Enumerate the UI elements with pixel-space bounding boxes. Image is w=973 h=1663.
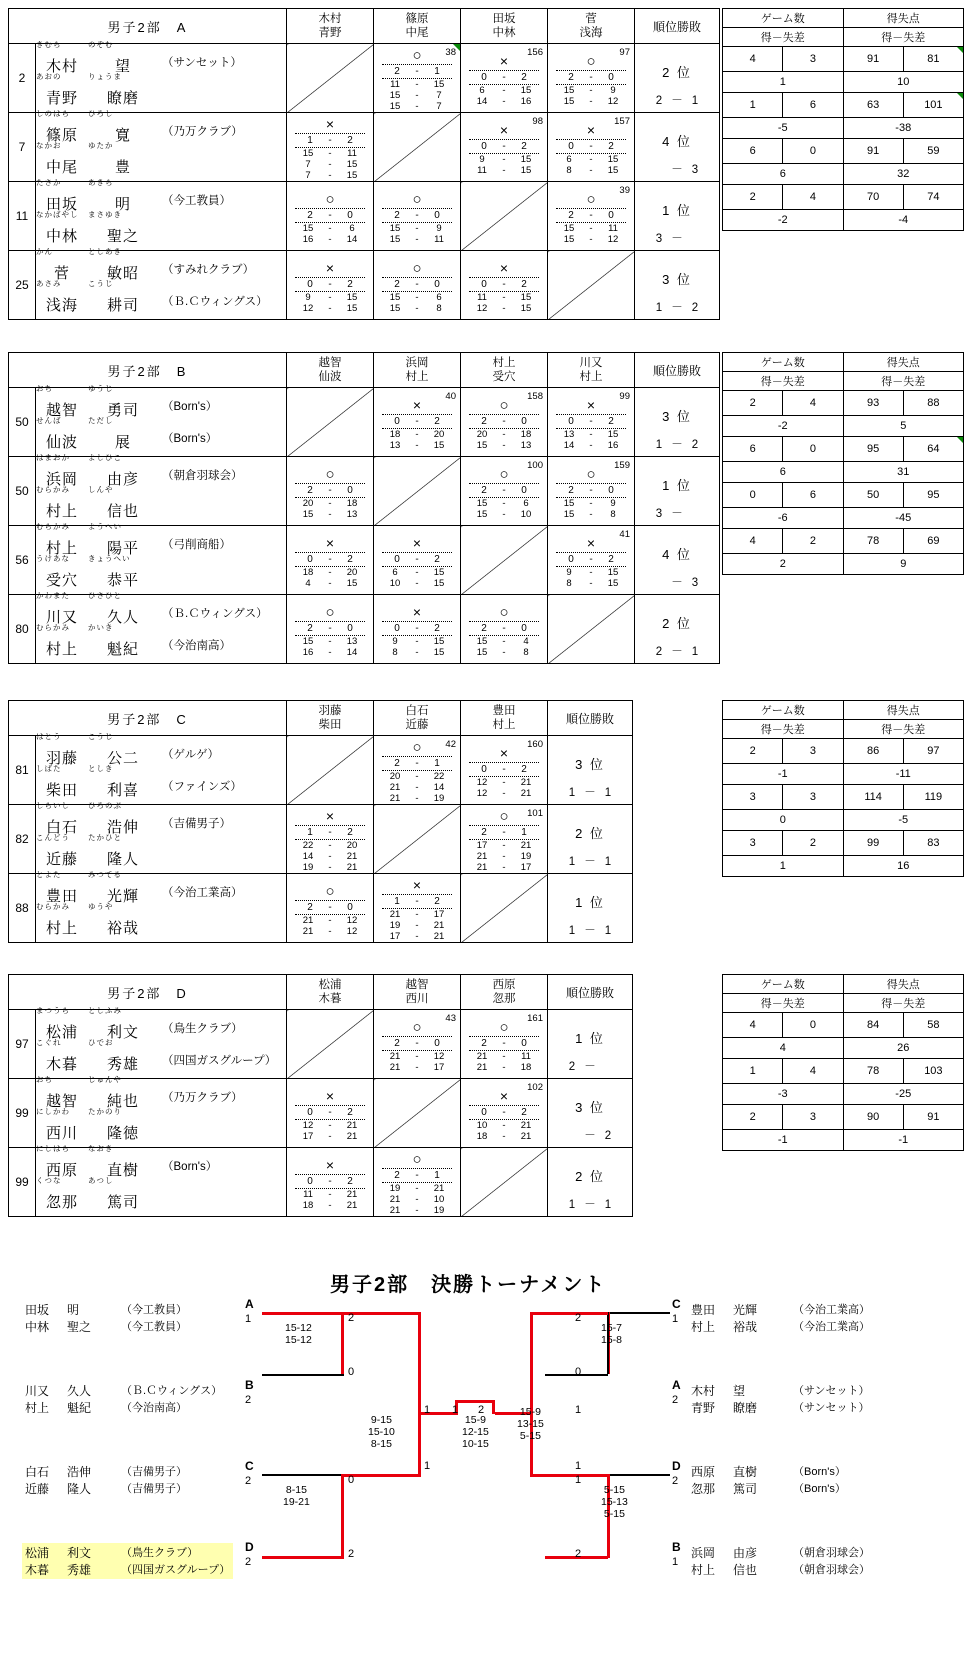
table-row bbox=[9, 113, 720, 182]
seed-number: 99 bbox=[9, 1079, 36, 1148]
score-m7: 5-15 15-13 5-15 bbox=[601, 1484, 628, 1520]
games-diff: 6 bbox=[723, 462, 844, 483]
points-for: 95 bbox=[843, 437, 903, 462]
points-for: 91 bbox=[843, 47, 903, 72]
seed-number: 82 bbox=[9, 805, 36, 874]
points-for: 84 bbox=[843, 1013, 903, 1038]
rank-cell: 3 位 1 － 2 bbox=[635, 388, 720, 457]
games-won: 6 bbox=[723, 437, 783, 462]
seed-number: 99 bbox=[9, 1148, 36, 1217]
points-against: 74 bbox=[903, 185, 963, 210]
bracket-entry-left-c: 白石 浩伸 （吉備男子） 近藤 隆人 （吉備男子） bbox=[25, 1465, 187, 1496]
bracket-right-c-letter: C bbox=[672, 1297, 681, 1311]
bracket-left-b-letter: B bbox=[245, 1378, 254, 1392]
table-row bbox=[9, 44, 720, 113]
score-m4: 15-9 12-15 10-15 bbox=[462, 1414, 489, 1450]
diagonal-cell bbox=[461, 1148, 548, 1217]
group-title: 男子2部 B bbox=[9, 353, 287, 388]
games-lost: 6 bbox=[783, 483, 843, 508]
games-lost: 0 bbox=[783, 1013, 843, 1038]
stats-table bbox=[722, 352, 964, 575]
match-result-cell: × 1 - 2 15 - 11 7 - 15 7 - 15 bbox=[287, 113, 374, 182]
match-result-cell: 99 × 0 - 2 13 - 15 14 - 16 bbox=[548, 388, 635, 457]
points-against: 88 bbox=[903, 391, 963, 416]
bracket-right-b-seed: 1 bbox=[672, 1556, 679, 1568]
points-diff: 10 bbox=[843, 72, 964, 93]
rank-cell: 2 位 1 － 1 bbox=[548, 1148, 633, 1217]
stats-subheader: 得－失差 bbox=[723, 28, 844, 47]
tournament-title: 男子2部 決勝トーナメント bbox=[330, 1274, 607, 1296]
points-against: 59 bbox=[903, 139, 963, 164]
group-title: 男子2部 C bbox=[9, 701, 287, 736]
count-final-left: 1 bbox=[452, 1404, 459, 1416]
games-won: 4 bbox=[723, 1013, 783, 1038]
stats-header: ゲーム数 bbox=[723, 9, 844, 28]
bracket-right-a-letter: A bbox=[672, 1378, 681, 1392]
points-diff: -38 bbox=[843, 118, 964, 139]
match-result-cell: ○ 2 - 0 15 - 6 15 - 8 bbox=[374, 251, 461, 320]
points-against: 64 bbox=[903, 437, 963, 462]
player-pair: とよた 豊田 みつてる 光輝 （今治工業高） むらかみ 村上 ゆうや 裕哉 bbox=[36, 874, 287, 943]
opponent-header: 篠原 中尾 bbox=[374, 9, 461, 44]
match-result-cell: × 0 - 2 11 - 21 18 - 21 bbox=[287, 1148, 374, 1217]
match-result-cell: × 0 - 2 11 - 15 12 - 15 bbox=[461, 251, 548, 320]
count-final-right: 2 bbox=[478, 1404, 485, 1416]
games-won: 3 bbox=[723, 831, 783, 856]
games-won: 2 bbox=[723, 185, 783, 210]
points-for: 99 bbox=[843, 831, 903, 856]
bracket-left-b-seed: 2 bbox=[245, 1394, 252, 1406]
games-lost: 3 bbox=[783, 47, 843, 72]
points-diff: -1 bbox=[843, 1130, 964, 1151]
count-semifinal-right-bot: 1 bbox=[575, 1460, 582, 1472]
bracket-entry-right-a: 木村 望 （サンセット） 青野 瞭磨 （サンセット） bbox=[691, 1384, 870, 1415]
group-block bbox=[8, 700, 633, 943]
points-diff: 31 bbox=[843, 462, 964, 483]
match-result-cell: × 0 - 2 9 - 15 12 - 15 bbox=[287, 251, 374, 320]
match-result-cell: 101 ○ 2 - 1 17 - 21 21 - 19 21 - 17 bbox=[461, 805, 548, 874]
bracket-right-d-seed: 2 bbox=[672, 1475, 679, 1487]
match-result-cell: 42 ○ 2 - 1 20 - 22 21 - 14 21 - 19 bbox=[374, 736, 461, 805]
games-diff: 6 bbox=[723, 164, 844, 185]
table-row bbox=[9, 595, 720, 664]
player-pair: おち 越智 ゆうじ 勇司 （Born's） せんば 仙波 ただし 展 （Born's） bbox=[36, 388, 287, 457]
rank-cell: 2 位 1 － 1 bbox=[548, 805, 633, 874]
bracket-left-a-letter: A bbox=[245, 1297, 254, 1311]
games-lost: 2 bbox=[783, 529, 843, 554]
count-semifinal-left-bot: 1 bbox=[424, 1460, 431, 1472]
player-pair: むらかみ 村上 ようへい 陽平 （弓削商船） うけあな 受穴 きょうへい 恭平 bbox=[36, 526, 287, 595]
diagonal-cell bbox=[374, 1079, 461, 1148]
games-lost: 0 bbox=[783, 437, 843, 462]
match-result-cell: 158 ○ 2 - 0 20 - 18 15 - 13 bbox=[461, 388, 548, 457]
games-diff: 1 bbox=[723, 856, 844, 877]
group-block bbox=[8, 352, 720, 664]
rank-cell: 3 位 1 － 2 bbox=[635, 251, 720, 320]
stats-block bbox=[722, 352, 964, 575]
bracket-right-c-seed: 1 bbox=[672, 1313, 679, 1325]
stats-header: ゲーム数 bbox=[723, 353, 844, 372]
opponent-header: 村上 受穴 bbox=[461, 353, 548, 388]
count-right-b-2: 2 bbox=[575, 1548, 582, 1560]
games-won: 0 bbox=[723, 483, 783, 508]
bracket-entry-right-c: 豊田 光輝 （今治工業高） 村上 裕哉 （今治工業高） bbox=[691, 1303, 870, 1334]
rank-cell: 4 位 － 3 bbox=[635, 526, 720, 595]
points-for: 78 bbox=[843, 1059, 903, 1084]
group-round-robin-table bbox=[8, 974, 633, 1217]
points-against: 119 bbox=[903, 785, 963, 810]
diagonal-cell bbox=[374, 457, 461, 526]
stats-subheader: 得－失差 bbox=[843, 28, 964, 47]
points-diff: -11 bbox=[843, 764, 964, 785]
points-against: 69 bbox=[903, 529, 963, 554]
diagonal-cell bbox=[374, 805, 461, 874]
bracket-left-a-seed: 1 bbox=[245, 1313, 252, 1325]
bracket-left-c-letter: C bbox=[245, 1459, 254, 1473]
points-for: 63 bbox=[843, 93, 903, 118]
rank-header: 順位勝敗 bbox=[635, 9, 720, 44]
match-result-cell: × 1 - 2 22 - 20 14 - 21 19 - 21 bbox=[287, 805, 374, 874]
games-diff: -5 bbox=[723, 118, 844, 139]
count-right-a-1: 0 bbox=[575, 1366, 582, 1378]
stats-subheader: 得－失差 bbox=[843, 720, 964, 739]
points-against: 95 bbox=[903, 483, 963, 508]
opponent-header: 木村 青野 bbox=[287, 9, 374, 44]
stats-subheader: 得－失差 bbox=[723, 372, 844, 391]
table-row bbox=[9, 805, 633, 874]
score-m5: 15-9 13-15 5-15 bbox=[517, 1406, 544, 1442]
match-result-cell: 41 × 0 - 2 9 - 15 8 - 15 bbox=[548, 526, 635, 595]
group-round-robin-table bbox=[8, 700, 633, 943]
count-semifinal-left-top: 1 bbox=[424, 1404, 431, 1416]
match-result-cell: 43 ○ 2 - 0 21 - 12 21 - 17 bbox=[374, 1010, 461, 1079]
bracket-entry-right-b: 浜岡 由彦 （朝倉羽球会） 村上 信也 （朝倉羽球会） bbox=[691, 1546, 870, 1577]
stats-header: ゲーム数 bbox=[723, 975, 844, 994]
games-lost: 6 bbox=[783, 93, 843, 118]
seed-number: 7 bbox=[9, 113, 36, 182]
match-result-cell: 98 × 0 - 2 9 - 15 11 - 15 bbox=[461, 113, 548, 182]
rank-cell: 1 位 3 － bbox=[635, 182, 720, 251]
points-diff: 26 bbox=[843, 1038, 964, 1059]
rank-header: 順位勝敗 bbox=[635, 353, 720, 388]
opponent-header: 羽藤 柴田 bbox=[287, 701, 374, 736]
player-pair: はまおか 浜岡 よしひこ 由彦 （朝倉羽球会） むらかみ 村上 しんや 信也 bbox=[36, 457, 287, 526]
group-block bbox=[8, 8, 720, 320]
match-result-cell: 156 × 0 - 2 6 - 15 14 - 16 bbox=[461, 44, 548, 113]
seed-number: 50 bbox=[9, 457, 36, 526]
stats-table bbox=[722, 8, 964, 231]
match-result-cell: ○ 2 - 0 20 - 18 15 - 13 bbox=[287, 457, 374, 526]
match-result-cell: 102 × 0 - 2 10 - 21 18 - 21 bbox=[461, 1079, 548, 1148]
points-for: 78 bbox=[843, 529, 903, 554]
seed-number: 80 bbox=[9, 595, 36, 664]
seed-number: 97 bbox=[9, 1010, 36, 1079]
match-result-cell: × 1 - 2 21 - 17 19 - 21 17 - 21 bbox=[374, 874, 461, 943]
group-title: 男子2部 A bbox=[9, 9, 287, 44]
count-left-c-2: 0 bbox=[348, 1474, 355, 1486]
player-pair: きむら 木村 のぞむ 望 （サンセット） あおの 青野 りょうま 瞭磨 bbox=[36, 44, 287, 113]
bracket-entry-left-b: 川又 久人 （Ｂ.Ｃウィングス） 村上 魁紀 （今治南高） bbox=[25, 1384, 223, 1415]
seed-number: 88 bbox=[9, 874, 36, 943]
points-diff: 5 bbox=[843, 416, 964, 437]
rank-cell: 2 位 2 － 1 bbox=[635, 44, 720, 113]
match-result-cell: 97 ○ 2 - 0 15 - 9 15 - 12 bbox=[548, 44, 635, 113]
rank-header: 順位勝敗 bbox=[548, 701, 633, 736]
games-diff: -3 bbox=[723, 1084, 844, 1105]
games-won: 6 bbox=[723, 139, 783, 164]
stats-header: 得失点 bbox=[843, 353, 964, 372]
opponent-header: 越智 西川 bbox=[374, 975, 461, 1010]
match-result-cell: 40 × 0 - 2 18 - 20 13 - 15 bbox=[374, 388, 461, 457]
games-lost: 3 bbox=[783, 739, 843, 764]
opponent-header: 菅 浅海 bbox=[548, 9, 635, 44]
opponent-header: 白石 近藤 bbox=[374, 701, 461, 736]
diagonal-cell bbox=[461, 874, 548, 943]
diagonal-cell bbox=[287, 736, 374, 805]
player-pair: かわまた 川又 ひさひと 久人 （Ｂ.Ｃウィングス） むらかみ 村上 かいき 魁紀 （今治南高） bbox=[36, 595, 287, 664]
match-result-cell: 100 ○ 2 - 0 15 - 6 15 - 10 bbox=[461, 457, 548, 526]
rank-header: 順位勝敗 bbox=[548, 975, 633, 1010]
bracket-left-c-seed: 2 bbox=[245, 1475, 252, 1487]
match-result-cell: 159 ○ 2 - 0 15 - 9 15 - 8 bbox=[548, 457, 635, 526]
games-lost: 2 bbox=[783, 831, 843, 856]
match-result-cell: ○ 2 - 0 15 - 13 16 - 14 bbox=[287, 595, 374, 664]
games-won: 1 bbox=[723, 1059, 783, 1084]
group-round-robin-table bbox=[8, 8, 720, 320]
seed-number: 2 bbox=[9, 44, 36, 113]
match-result-cell: × 0 - 2 18 - 20 4 - 15 bbox=[287, 526, 374, 595]
bracket-right-d-letter: D bbox=[672, 1459, 681, 1473]
rank-cell: 1 位 1 － 1 bbox=[548, 874, 633, 943]
table-row bbox=[9, 388, 720, 457]
stats-table bbox=[722, 974, 964, 1151]
games-diff: -2 bbox=[723, 210, 844, 231]
opponent-header: 松浦 木暮 bbox=[287, 975, 374, 1010]
count-right-c-1: 2 bbox=[575, 1312, 582, 1324]
diagonal-cell bbox=[287, 388, 374, 457]
diagonal-cell bbox=[287, 1010, 374, 1079]
player-pair: まつうら 松浦 としふみ 利文 （鳥生クラブ） こぐれ 木暮 ひでお 秀雄 （四国ガスグループ） bbox=[36, 1010, 287, 1079]
points-against: 101 bbox=[903, 93, 963, 118]
stats-table bbox=[722, 700, 964, 877]
games-lost: 3 bbox=[783, 1105, 843, 1130]
rank-cell: 2 位 2 － 1 bbox=[635, 595, 720, 664]
bracket-right-b-letter: B bbox=[672, 1540, 681, 1554]
table-row bbox=[9, 1148, 633, 1217]
table-row bbox=[9, 251, 720, 320]
games-diff: 4 bbox=[723, 1038, 844, 1059]
points-for: 90 bbox=[843, 1105, 903, 1130]
opponent-header: 越智 仙波 bbox=[287, 353, 374, 388]
points-for: 114 bbox=[843, 785, 903, 810]
match-result-cell: 38 ○ 2 - 1 11 - 15 15 - 7 15 - 7 bbox=[374, 44, 461, 113]
count-right-d-2: 1 bbox=[575, 1474, 582, 1486]
count-semifinal-right-top: 1 bbox=[575, 1404, 582, 1416]
points-diff: -4 bbox=[843, 210, 964, 231]
points-against: 103 bbox=[903, 1059, 963, 1084]
seed-number: 50 bbox=[9, 388, 36, 457]
opponent-header: 川又 村上 bbox=[548, 353, 635, 388]
match-result-cell: ○ 2 - 0 21 - 12 21 - 12 bbox=[287, 874, 374, 943]
stats-block bbox=[722, 8, 964, 231]
table-row bbox=[9, 457, 720, 526]
stats-subheader: 得－失差 bbox=[843, 994, 964, 1013]
rank-cell: 1 位 3 － bbox=[635, 457, 720, 526]
games-won: 1 bbox=[723, 93, 783, 118]
rank-cell: 1 位 2 － bbox=[548, 1010, 633, 1079]
points-against: 83 bbox=[903, 831, 963, 856]
opponent-header: 浜岡 村上 bbox=[374, 353, 461, 388]
points-for: 93 bbox=[843, 391, 903, 416]
rank-cell: 3 位 1 － 1 bbox=[548, 736, 633, 805]
points-against: 81 bbox=[903, 47, 963, 72]
count-left-d-2: 2 bbox=[348, 1548, 355, 1560]
points-against: 58 bbox=[903, 1013, 963, 1038]
games-diff: -1 bbox=[723, 764, 844, 785]
stats-header: 得失点 bbox=[843, 9, 964, 28]
games-lost: 3 bbox=[783, 785, 843, 810]
bracket-right-a-seed: 2 bbox=[672, 1394, 679, 1406]
points-diff: -25 bbox=[843, 1084, 964, 1105]
score-m1: 15-12 15-12 bbox=[285, 1322, 312, 1346]
games-diff: 2 bbox=[723, 554, 844, 575]
diagonal-cell bbox=[548, 595, 635, 664]
points-against: 97 bbox=[903, 739, 963, 764]
games-won: 4 bbox=[723, 529, 783, 554]
score-m2: 8-15 19-21 bbox=[283, 1484, 310, 1508]
bracket-entry-left-d: 松浦 利文 （鳥生クラブ） 木暮 秀雄 （四国ガスグループ） bbox=[22, 1543, 233, 1579]
diagonal-cell bbox=[287, 44, 374, 113]
games-diff: -6 bbox=[723, 508, 844, 529]
games-diff: 1 bbox=[723, 72, 844, 93]
points-for: 70 bbox=[843, 185, 903, 210]
match-result-cell: 161 ○ 2 - 0 21 - 11 21 - 18 bbox=[461, 1010, 548, 1079]
score-m3: 9-15 15-10 8-15 bbox=[368, 1414, 395, 1450]
match-result-cell: ○ 2 - 0 15 - 4 15 - 8 bbox=[461, 595, 548, 664]
stats-header: 得失点 bbox=[843, 975, 964, 994]
stats-block bbox=[722, 974, 964, 1151]
diagonal-cell bbox=[548, 251, 635, 320]
games-lost: 4 bbox=[783, 185, 843, 210]
bracket-left-d-letter: D bbox=[245, 1540, 254, 1554]
table-row bbox=[9, 1010, 633, 1079]
bracket-left-d-seed: 2 bbox=[245, 1556, 252, 1568]
seed-number: 11 bbox=[9, 182, 36, 251]
games-lost: 4 bbox=[783, 391, 843, 416]
games-won: 2 bbox=[723, 1105, 783, 1130]
table-row bbox=[9, 182, 720, 251]
bracket-entry-right-d: 西原 直樹 （Born's） 忽那 篤司 （Born's） bbox=[691, 1465, 846, 1496]
points-diff: -5 bbox=[843, 810, 964, 831]
count-left-b-1: 0 bbox=[348, 1366, 355, 1378]
points-diff: 32 bbox=[843, 164, 964, 185]
seed-number: 56 bbox=[9, 526, 36, 595]
score-m6: 15-7 15-8 bbox=[601, 1322, 623, 1346]
games-diff: 0 bbox=[723, 810, 844, 831]
diagonal-cell bbox=[374, 113, 461, 182]
stats-subheader: 得－失差 bbox=[723, 994, 844, 1013]
player-pair: にしはら 西原 なおき 直樹 （Born's） くつな 忽那 あつし 篤司 bbox=[36, 1148, 287, 1217]
table-row bbox=[9, 736, 633, 805]
rank-cell: 4 位 － 3 bbox=[635, 113, 720, 182]
bracket-entry-left-a: 田坂 明 （今工教員） 中林 聖之 （今工教員） bbox=[25, 1303, 187, 1334]
count-left-a-1: 2 bbox=[348, 1312, 355, 1324]
player-pair: しのはら 篠原 ひろし 寛 （乃万クラブ） なかお 中尾 ゆたか 豊 bbox=[36, 113, 287, 182]
player-pair: かん 菅 としあき 敏昭 （すみれクラブ） あさみ 浅海 こうじ 耕司 （Ｂ.Ｃウィングス） bbox=[36, 251, 287, 320]
seed-number: 81 bbox=[9, 736, 36, 805]
group-round-robin-table bbox=[8, 352, 720, 664]
diagonal-cell bbox=[461, 526, 548, 595]
match-result-cell: 39 ○ 2 - 0 15 - 11 15 - 12 bbox=[548, 182, 635, 251]
stats-subheader: 得－失差 bbox=[723, 720, 844, 739]
player-pair: しらいし 白石 ひろのぶ 浩伸 （吉備男子） こんどう 近藤 たかひと 隆人 bbox=[36, 805, 287, 874]
match-result-cell: × 0 - 2 6 - 15 10 - 15 bbox=[374, 526, 461, 595]
stats-block bbox=[722, 700, 964, 877]
stats-header: ゲーム数 bbox=[723, 701, 844, 720]
stats-header: 得失点 bbox=[843, 701, 964, 720]
points-diff: 9 bbox=[843, 554, 964, 575]
games-lost: 4 bbox=[783, 1059, 843, 1084]
games-won: 2 bbox=[723, 391, 783, 416]
points-for: 50 bbox=[843, 483, 903, 508]
player-pair: おち 越智 じゅんや 純也 （乃万クラブ） にしかわ 西川 たかのり 隆徳 bbox=[36, 1079, 287, 1148]
match-result-cell: ○ 2 - 0 15 - 9 15 - 11 bbox=[374, 182, 461, 251]
opponent-header: 田坂 中林 bbox=[461, 9, 548, 44]
group-block bbox=[8, 974, 633, 1217]
match-result-cell: × 0 - 2 9 - 15 8 - 15 bbox=[374, 595, 461, 664]
table-row bbox=[9, 526, 720, 595]
match-result-cell: ○ 2 - 1 19 - 21 21 - 10 21 - 19 bbox=[374, 1148, 461, 1217]
games-diff: -2 bbox=[723, 416, 844, 437]
games-lost: 0 bbox=[783, 139, 843, 164]
seed-number: 25 bbox=[9, 251, 36, 320]
games-won: 3 bbox=[723, 785, 783, 810]
group-title: 男子2部 D bbox=[9, 975, 287, 1010]
match-result-cell: ○ 2 - 0 15 - 6 16 - 14 bbox=[287, 182, 374, 251]
player-pair: はとう 羽藤 こうじ 公二 （ゲルゲ） しばた 柴田 としき 利喜 （ファインズ） bbox=[36, 736, 287, 805]
match-result-cell: 157 × 0 - 2 6 - 15 8 - 15 bbox=[548, 113, 635, 182]
games-won: 4 bbox=[723, 47, 783, 72]
match-result-cell: × 0 - 2 12 - 21 17 - 21 bbox=[287, 1079, 374, 1148]
player-pair: たさか 田坂 あきら 明 （今工教員） なかばやし 中林 まさゆき 聖之 bbox=[36, 182, 287, 251]
games-diff: -1 bbox=[723, 1130, 844, 1151]
points-for: 86 bbox=[843, 739, 903, 764]
points-diff: -45 bbox=[843, 508, 964, 529]
points-against: 91 bbox=[903, 1105, 963, 1130]
opponent-header: 豊田 村上 bbox=[461, 701, 548, 736]
diagonal-cell bbox=[461, 182, 548, 251]
table-row bbox=[9, 1079, 633, 1148]
games-won: 2 bbox=[723, 739, 783, 764]
points-diff: 16 bbox=[843, 856, 964, 877]
table-row bbox=[9, 874, 633, 943]
stats-subheader: 得－失差 bbox=[843, 372, 964, 391]
rank-cell: 3 位 － 2 bbox=[548, 1079, 633, 1148]
opponent-header: 西原 忽那 bbox=[461, 975, 548, 1010]
points-for: 91 bbox=[843, 139, 903, 164]
match-result-cell: 160 × 0 - 2 12 - 21 12 - 21 bbox=[461, 736, 548, 805]
